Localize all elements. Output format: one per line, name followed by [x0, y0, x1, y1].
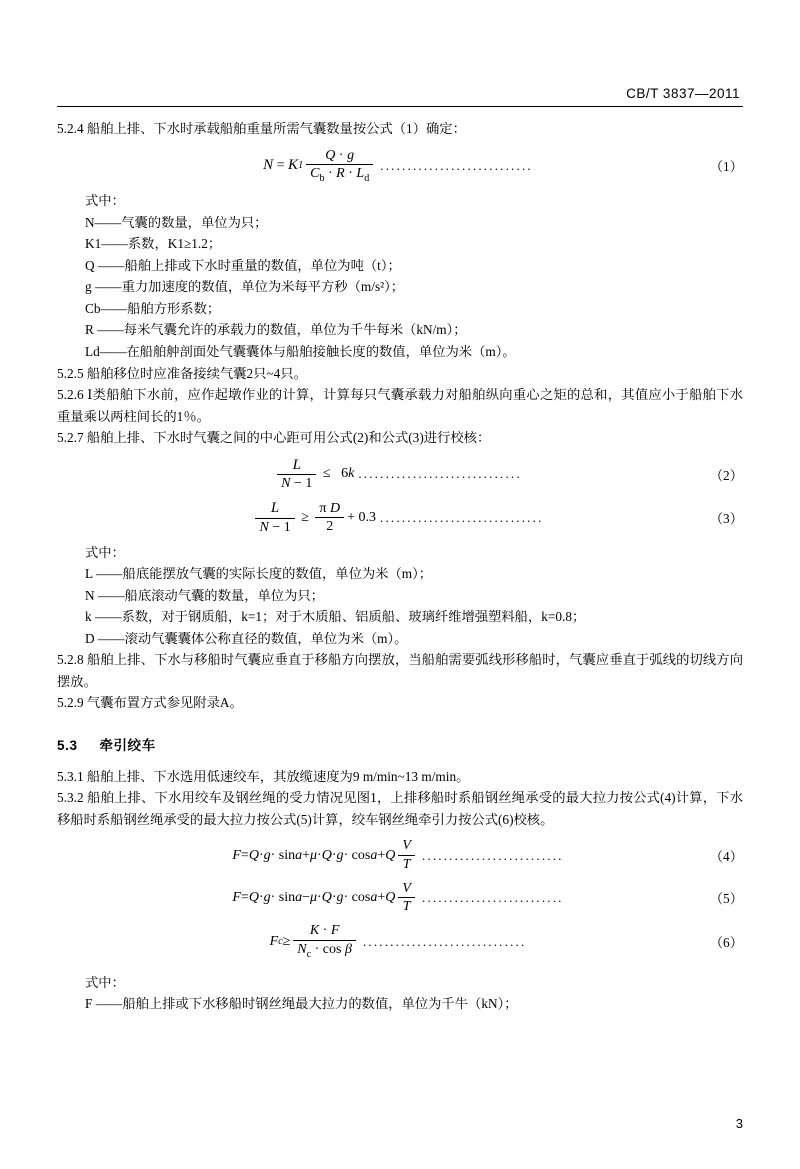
formula-6-number: （6）: [709, 935, 743, 950]
clause-5-2-8: 5.2.8 船舶上排、下水与移船时气囊应垂直于移船方向摆放，当船舶需要弧线形移船时，气囊应垂直于弧线的切线方向摆放。: [57, 652, 743, 689]
page-header: CB/T 3837—2011: [626, 86, 740, 101]
formula-6-leader: ..............................: [362, 933, 527, 949]
definition-item: F ——船舶上排或下水移船时钢丝绳最大拉力的数值，单位为千牛（kN）；: [85, 996, 518, 1012]
formula-5-number: （5）: [709, 891, 743, 907]
formula-2-number: （2）: [709, 467, 743, 483]
definition-item: Ld——在船舶舯剖面处气囊囊体与船舶接触长度的数值，单位为米（m）。: [85, 344, 516, 359]
definition-item: K1——系数，K1≥1.2；: [85, 236, 222, 252]
clause-5-2-9: 5.2.9 气囊布置方式参见附录A。: [57, 695, 243, 711]
section-heading-5-3: [57, 734, 743, 754]
formula-1: [57, 148, 743, 185]
formula-2: [57, 457, 743, 492]
clause-5-2-4: 5.2.4 船舶上排、下水时承载船舶重量所需气囊数量按公式（1）确定：: [57, 121, 466, 136]
formula-2-leader: ..............................: [358, 466, 522, 482]
definition-item: L ——船底能摆放气囊的实际长度的数值，单位为米（m）；: [85, 566, 433, 582]
clause-5-2-7: 5.2.7 船舶上排、下水时气囊之间的中心距可用公式(2)和公式(3)进行校核：: [57, 430, 491, 446]
formula-4: [57, 838, 743, 872]
page-content: [57, 118, 743, 1015]
clause-5-3-2: 5.3.2 船舶上排、下水用绞车及钢丝绳的受力情况见图1，上排移船时系船钢丝绳承受的最大拉力按公式(4)计算，下水移船时系船钢丝绳承受的最大拉力按公式(5)计算，绞车钢丝绳牵引力按公式(6)校核。: [57, 790, 743, 827]
definition-item: N——气囊的数量，单位为只；: [85, 214, 268, 230]
symbol-definitions-2: [57, 563, 743, 649]
section-title: 牵引绞车: [99, 737, 156, 753]
formula-5-expression: F = Q · g · sin a − μ · Q · g · cos a + Q $\frac{V}{T}$: [232, 881, 418, 915]
formula-4-number: （4）: [709, 849, 743, 865]
definition-item: D ——滚动气囊囊体公称直径的数值，单位为米（m）。: [85, 630, 408, 646]
formula-2-expression: $\frac{L}{N - 1}$ ≤ 6 k: [274, 457, 354, 492]
formula-4-leader: ..........................: [421, 847, 564, 863]
formula-1-number: （1）: [709, 159, 743, 175]
formula-6: [57, 923, 743, 960]
formula-6-expression: F c ≥ $\frac{K \cdot F}{N_c \cdot \cos \beta}$: [270, 923, 359, 960]
shizhong-label-1: 式中：: [85, 193, 125, 209]
definition-item: N ——船底滚动气囊的数量，单位为只；: [85, 587, 324, 603]
formula-3: [57, 500, 743, 535]
formula-3-leader: ..............................: [380, 509, 544, 525]
page-number: 3: [735, 1116, 743, 1131]
clause-5-3-1: 5.3.1 船舶上排、下水选用低速绞车，其放缆速度为9 m/min~13 m/min。: [57, 768, 470, 784]
formula-1-expression: N = K 1 $\frac{Q \cdot g}{C_b \cdot R \cdot L_d}$: [263, 148, 376, 185]
formula-1-leader: ............................: [380, 157, 533, 173]
clause-5-2-6: 5.2.6 Ⅰ类船舶下水前，应作起墩作业的计算，计算每只气囊承载力对船舶纵向重心之矩的总和，其值应小于船舶下水重量乘以两柱间长的1％。: [57, 387, 743, 424]
section-number: 5.3: [57, 737, 78, 753]
formula-5-leader: ..........................: [421, 889, 564, 905]
symbol-definitions-1: [57, 212, 743, 363]
formula-4-expression: F = Q · g · sin a + μ · Q · g · cos a + Q $\frac{V}{T}$: [232, 838, 418, 872]
formula-3-number: （3）: [709, 511, 743, 527]
symbol-definitions-3: [57, 993, 743, 1015]
definition-item: k ——系数，对于钢质船，k=1；对于木质船、铝质船、玻璃纤维增强塑料船，k=0.8；: [85, 609, 586, 625]
formula-3-expression: $\frac{L}{N - 1}$ ≥ $\frac{\text{π D}}{2}$ + 0.3: [252, 500, 376, 535]
header-divider: [57, 106, 743, 107]
formula-5: [57, 881, 743, 915]
definition-item: R ——每米气囊允许的承载力的数值，单位为千牛每米（kN/m）；: [85, 322, 467, 338]
clause-5-2-5: 5.2.5 船舶移位时应准备接续气囊2只~4只。: [57, 365, 307, 381]
shizhong-label-2: 式中：: [85, 544, 125, 560]
definition-item: g ——重力加速度的数值，单位为米每平方秒（m/s²）；: [85, 279, 405, 295]
definition-item: Cb——船舶方形系数；: [85, 300, 221, 316]
definition-item: Q ——船舶上排或下水时重量的数值，单位为吨（t）；: [85, 257, 401, 273]
shizhong-label-3: 式中：: [85, 974, 125, 990]
